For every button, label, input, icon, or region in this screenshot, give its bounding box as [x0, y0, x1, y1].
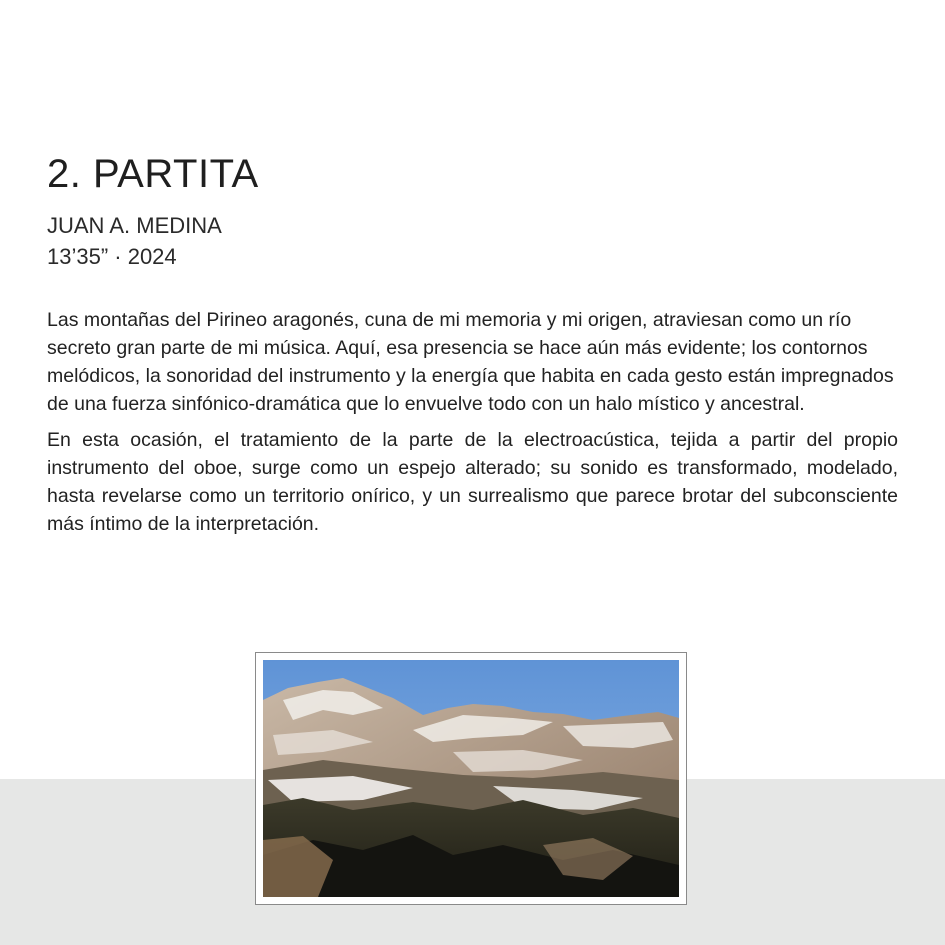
composer-name: JUAN A. MEDINA [47, 213, 222, 238]
page-title: 2. PARTITA [47, 152, 259, 196]
paragraph-1: Las montañas del Pirineo aragonés, cuna de mi memoria y mi origen, atraviesan como un río secreto gran parte de mi música. Aquí, esa presencia se hace aún más evidente; los contornos melódicos, la sonoridad del instrumento y la energía que habita en cada gesto están impregnados de una fuerza sinfónico-dramática que lo envuelve todo con un halo místico y ancestral. [47, 309, 894, 415]
duration-year: 13’35” · 2024 [47, 244, 177, 269]
body-text [47, 306, 898, 546]
mountain-photo-frame [255, 652, 687, 905]
paragraph-2: En esta ocasión, el tratamiento de la parte de la electroacústica, tejida a partir del propio instrumento del oboe, surge como un espejo alterado; su sonido es transformado, modelado, hasta revelarse como un territorio onírico, y un surrealismo que parece brotar del subconsciente más íntimo de la interpretación. [47, 429, 898, 535]
mountain-photo [263, 660, 679, 897]
